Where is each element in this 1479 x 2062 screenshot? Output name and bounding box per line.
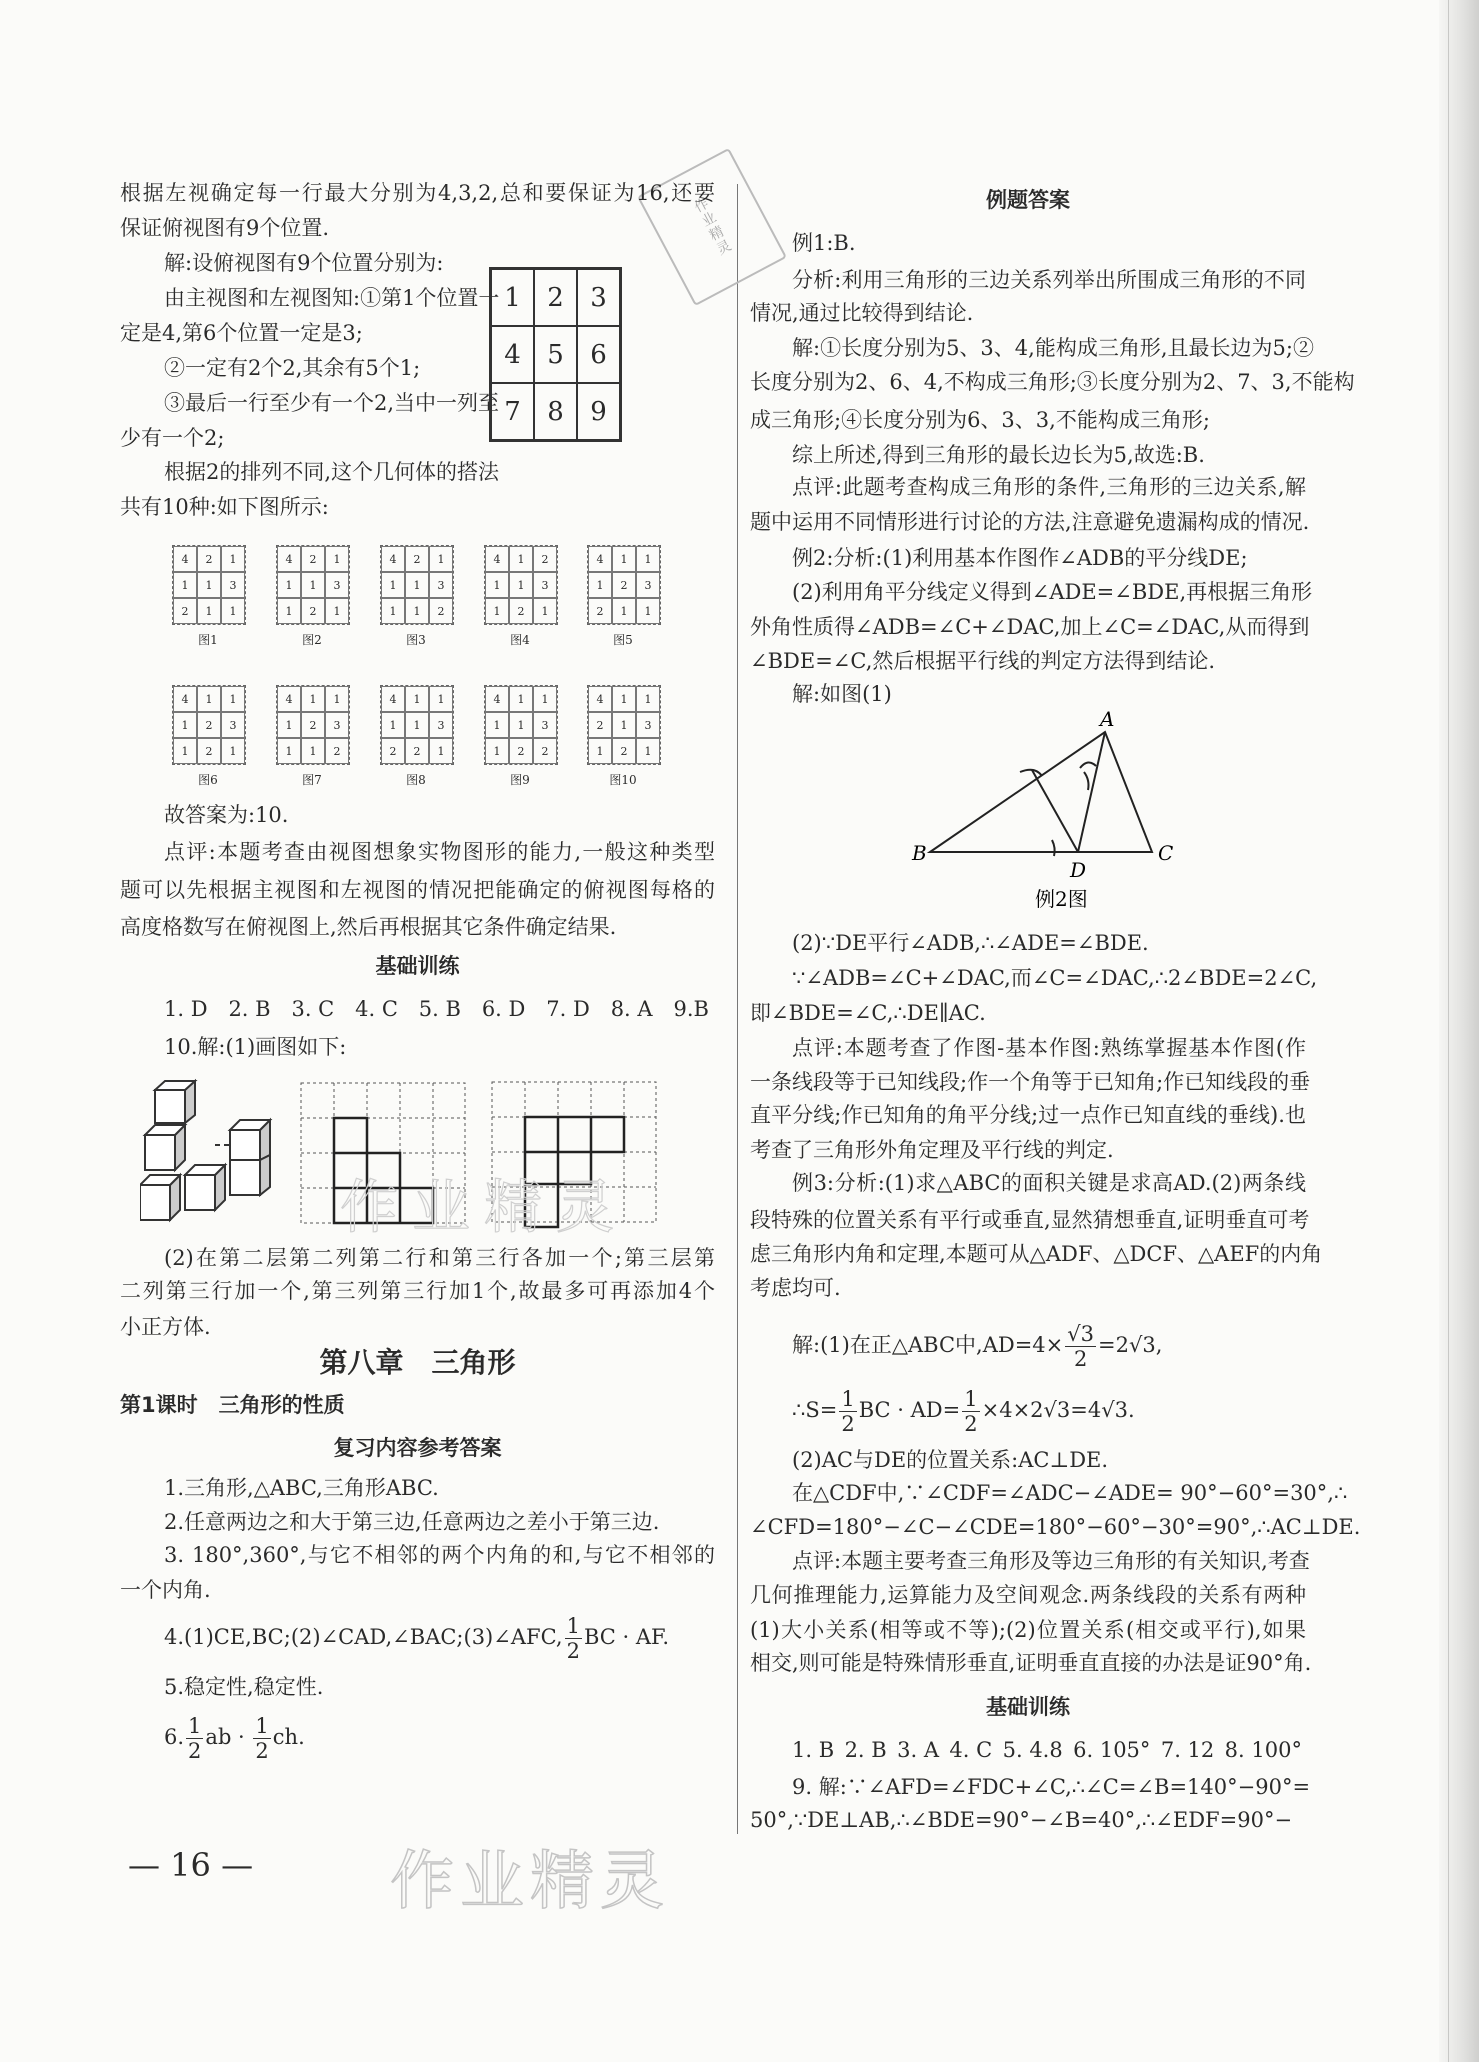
- cube-stack-illustration: [140, 1081, 270, 1220]
- grid-cell: 1: [197, 686, 221, 712]
- grid-cell: 2: [509, 598, 533, 624]
- text-line: 点评:本题考查由视图想象实物图形的能力,一般这种类型: [164, 840, 715, 864]
- grid-cell: 1: [325, 546, 349, 572]
- grid-cell: 1: [325, 598, 349, 624]
- arrangement-grid: [484, 545, 558, 625]
- numerator: 1: [255, 1714, 269, 1738]
- answer: 7. 12: [1160, 1738, 1215, 1762]
- text-line: 段特殊的位置关系有平行或垂直,显然猜想垂直,证明垂直可考: [750, 1208, 1310, 1232]
- math-text: BC · AF.: [583, 1625, 670, 1649]
- text-line: ②一定有2个2,其余有5个1;: [164, 356, 421, 380]
- arrangement-label: 图9: [510, 773, 530, 787]
- grid-cell: 1: [491, 269, 534, 326]
- text-line: (2)∵DE平行∠ADB,∴∠ADE=∠BDE.: [792, 931, 1149, 955]
- text-line: (1)大小关系(相等或不等);(2)位置关系(相交或平行),如果: [750, 1618, 1306, 1642]
- text-line: 共有10种:如下图所示:: [120, 495, 329, 519]
- grid-cell: 3: [325, 712, 349, 738]
- label-b: B: [912, 841, 927, 865]
- grid-cell: 1: [381, 598, 405, 624]
- grid-cell: 1: [301, 738, 325, 764]
- grid-cell: 2: [612, 738, 636, 764]
- text-line: 例2:分析:(1)利用基本作图作∠ADB的平分线DE;: [792, 546, 1248, 570]
- grid-cell: 1: [429, 738, 453, 764]
- grid-cell: 4: [381, 546, 405, 572]
- grid-cell: 1: [636, 598, 660, 624]
- math-text: =2√3,: [1098, 1333, 1163, 1357]
- grid-cell: 1: [325, 686, 349, 712]
- grid-cell: 4: [485, 686, 509, 712]
- text-line: 情况,通过比较得到结论.: [750, 301, 974, 325]
- grid-cell: 1: [405, 572, 429, 598]
- grid-cell: 3: [577, 269, 620, 326]
- math-text: 4.(1)CE,BC;(2)∠CAD,∠BAC;(3)∠AFC,: [164, 1625, 563, 1649]
- fraction: [839, 1387, 856, 1436]
- grid-cell: 4: [173, 546, 197, 572]
- triangle-abc: [930, 732, 1152, 852]
- text-line: 点评:本题主要考查三角形及等边三角形的有关知识,考查: [792, 1549, 1310, 1573]
- grid-cell: 1: [485, 712, 509, 738]
- grid-cell: 1: [485, 598, 509, 624]
- text-line: 题中运用不同情形进行讨论的方法,注意避免遗漏构成的情况.: [750, 510, 1310, 534]
- grid-cell: 2: [509, 738, 533, 764]
- fraction: [186, 1714, 203, 1763]
- position-grid: [489, 267, 622, 442]
- denominator: 2: [1073, 1347, 1088, 1371]
- grid-cell: 1: [533, 598, 557, 624]
- grid-cell: 3: [325, 572, 349, 598]
- cube: [230, 1155, 270, 1195]
- grid-cell: 1: [173, 738, 197, 764]
- text-line: 少有一个2;: [120, 426, 225, 450]
- arrangement-grid: [380, 545, 454, 625]
- text-line: 例1:B.: [792, 231, 856, 255]
- grid-cell: 2: [381, 738, 405, 764]
- grid-cell: 1: [636, 546, 660, 572]
- arrangement-label: 图10: [609, 773, 637, 787]
- grid-cell: 2: [197, 738, 221, 764]
- text-line: ∠BDE=∠C,然后根据平行线的判定方法得到结论.: [750, 649, 1216, 673]
- denominator: 2: [188, 1739, 202, 1763]
- text-line: 1.三角形,△ABC,三角形ABC.: [164, 1476, 439, 1500]
- fraction: [565, 1614, 582, 1663]
- grid-cell: 1: [509, 572, 533, 598]
- arrangement-grid: [380, 685, 454, 765]
- watermark: 作业精灵: [340, 1173, 629, 1241]
- text-line: ∵∠ADB=∠C+∠DAC,而∠C=∠DAC,∴2∠BDE=2∠C,: [792, 966, 1318, 990]
- grid-cell: 1: [221, 546, 245, 572]
- answer: 7. D: [546, 997, 590, 1021]
- grid-cell: 3: [636, 572, 660, 598]
- text-line: 9. 解:∵∠AFD=∠FDC+∠C,∴∠C=∠B=140°−90°=: [792, 1775, 1311, 1799]
- construction-arc: [1052, 840, 1055, 856]
- answer: 9.B: [673, 997, 709, 1021]
- fraction: [962, 1387, 979, 1436]
- denominator: 2: [566, 1639, 580, 1663]
- grid-cell: 1: [277, 572, 301, 598]
- answer: 4. C: [949, 1738, 993, 1762]
- text-line: (2)在第二层第二列第二行和第三行各加一个;第三层第: [164, 1246, 715, 1270]
- grid-cell: 2: [405, 546, 429, 572]
- grid-cell: 2: [405, 738, 429, 764]
- arrangement-label: 图5: [613, 633, 633, 647]
- text-line: 3. 180°,360°,与它不相邻的两个内角的和,与它不相邻的: [164, 1543, 715, 1567]
- grid-cell: 1: [588, 572, 612, 598]
- text-line: 虑三角形内角和定理,本题可从△ADF、△DCF、△AEF的内角: [750, 1242, 1323, 1266]
- grid-cell: 4: [485, 546, 509, 572]
- grid-cell: 3: [429, 572, 453, 598]
- cube: [155, 1081, 195, 1123]
- math-text: ch.: [272, 1725, 305, 1749]
- text-line: 一个内角.: [120, 1578, 211, 1602]
- grid-cell: 7: [491, 383, 534, 440]
- lesson-title: 第1课时 三角形的性质: [120, 1393, 345, 1417]
- text-line: 几何推理能力,运算能力及空间观念.两条线段的关系有两种: [750, 1583, 1306, 1607]
- grid-cell: 1: [612, 686, 636, 712]
- arrangement-grid: [276, 685, 350, 765]
- text-line: 相交,则可能是特殊情形垂直,证明垂直直接的办法是证90°角.: [750, 1651, 1312, 1675]
- text-line: 10.解:(1)画图如下:: [164, 1035, 347, 1059]
- numerator: 1: [841, 1387, 855, 1411]
- math-text: BC · AD=: [858, 1398, 961, 1422]
- answer: 5. B: [418, 997, 461, 1021]
- text-line: 直平分线;作已知角的角平分线;过一点作已知直线的垂线).也: [750, 1103, 1306, 1127]
- text-line: 成三角形;④长度分别为6、3、3,不能构成三角形;: [750, 408, 1210, 432]
- page-number: — 16 —: [128, 1846, 254, 1884]
- text-line: 外角性质得∠ADB=∠C+∠DAC,加上∠C=∠DAC,从而得到: [750, 615, 1310, 639]
- grid-cell: 2: [197, 546, 221, 572]
- arrangement-grid: [172, 685, 246, 765]
- arrangement-grid: [587, 685, 661, 765]
- grid-cell: 1: [277, 712, 301, 738]
- grid-cell: 8: [534, 383, 577, 440]
- math-text: 6.: [164, 1725, 185, 1749]
- cube: [230, 1120, 270, 1160]
- arrangement-label: 图6: [198, 773, 218, 787]
- grid-cell: 1: [485, 738, 509, 764]
- arrangement-label: 图2: [302, 633, 322, 647]
- section-heading: 基础训练: [375, 954, 460, 978]
- figure-caption: 例2图: [1035, 887, 1088, 911]
- grid-cell: 1: [405, 686, 429, 712]
- grid-cell: 2: [301, 546, 325, 572]
- grid-cell: 1: [173, 712, 197, 738]
- text-line: 例3:分析:(1)求△ABC的面积关键是求高AD.(2)两条线: [792, 1171, 1306, 1195]
- numerator: 1: [566, 1614, 580, 1638]
- text-line: 小正方体.: [120, 1315, 211, 1339]
- grid-cell: 1: [509, 686, 533, 712]
- grid-cell: 2: [325, 738, 349, 764]
- segment-de: [1032, 770, 1078, 852]
- text-line: 高度格数写在俯视图上,然后再根据其它条件确定结果.: [120, 915, 617, 939]
- arrangement-label: 图7: [302, 773, 322, 787]
- label-d: D: [1070, 858, 1087, 882]
- grid-cell: 1: [221, 686, 245, 712]
- denominator: 2: [964, 1412, 978, 1436]
- grid-cell: 1: [301, 572, 325, 598]
- answer: 8. A: [610, 997, 653, 1021]
- numerator: √3: [1067, 1322, 1095, 1346]
- text-line: 考查了三角形外角定理及平行线的判定.: [750, 1138, 1114, 1162]
- grid-cell: 1: [197, 598, 221, 624]
- grid-cell: 2: [588, 712, 612, 738]
- text-line: 一条线段等于已知线段;作一个角等于已知角;作已知线段的垂: [750, 1070, 1311, 1094]
- grid-cell: 1: [636, 738, 660, 764]
- watermark: 作业精灵: [390, 1845, 670, 1919]
- grid-cell: 1: [612, 712, 636, 738]
- text-line: 考虑均可.: [750, 1276, 841, 1300]
- arrangement-grid: [484, 685, 558, 765]
- text-line: 50°,∵DE⊥AB,∴∠BDE=90°−∠B=40°,∴∠EDF=90°−: [750, 1808, 1293, 1832]
- answer-list: [164, 989, 709, 1029]
- page-fold-line: [1448, 0, 1449, 2062]
- grid-cell: 1: [221, 738, 245, 764]
- answer: 3. C: [291, 997, 335, 1021]
- text-line: 2.任意两边之和大于第三边,任意两边之差小于第三边.: [164, 1510, 660, 1534]
- grid-cell: 2: [533, 738, 557, 764]
- answer: 1. D: [164, 997, 208, 1021]
- answer: 1. B: [792, 1738, 835, 1762]
- answer-list: [792, 1730, 1302, 1770]
- text-line: ∠CFD=180°−∠C−∠CDE=180°−60°−30°=90°,∴AC⊥DE.: [750, 1515, 1361, 1539]
- grid-cell: 1: [197, 572, 221, 598]
- grid-cell: 1: [612, 546, 636, 572]
- grid-cell: 2: [301, 598, 325, 624]
- arrangement-label: 图4: [510, 633, 530, 647]
- grid-cell: 1: [301, 686, 325, 712]
- text-line: (2)利用角平分线定义得到∠ADE=∠BDE,再根据三角形: [792, 580, 1313, 604]
- answer: 8. 100°: [1224, 1738, 1302, 1762]
- grid-cell: 4: [588, 546, 612, 572]
- text-line: [792, 1320, 1162, 1370]
- grid-cell: 4: [277, 546, 301, 572]
- text-line: 长度分别为2、6、4,不构成三角形;③长度分别为2、7、3,不能构: [750, 370, 1355, 394]
- grid-cell: 1: [381, 572, 405, 598]
- text-line: 保证俯视图有9个位置.: [120, 216, 330, 240]
- answer: 4. C: [355, 997, 398, 1021]
- text-line: 解:①长度分别为5、3、4,能构成三角形,且最长边为5;②: [792, 336, 1314, 360]
- math-text: ∴S=: [792, 1398, 838, 1422]
- arrangement-grid: [587, 545, 661, 625]
- column-divider: [737, 184, 738, 1834]
- grid-cell: 6: [577, 326, 620, 383]
- answer: 2. B: [844, 1738, 887, 1762]
- grid-cell: 1: [277, 598, 301, 624]
- text-line: 点评:此题考查构成三角形的条件,三角形的三边关系,解: [792, 475, 1306, 499]
- construction-arc: [1084, 772, 1089, 790]
- math-text: ab ·: [205, 1725, 252, 1749]
- grid-cell: 1: [429, 546, 453, 572]
- grid-cell: 2: [612, 572, 636, 598]
- segment-ad: [1078, 732, 1105, 852]
- text-line: 根据2的排列不同,这个几何体的搭法: [164, 460, 500, 484]
- text-line: 在△CDF中,∵∠CDF=∠ADC−∠ADE= 90°−60°=30°,∴: [792, 1481, 1348, 1505]
- text-line: 点评:本题考查了作图-基本作图:熟练掌握基本作图(作: [792, 1036, 1306, 1060]
- grid-cell: 1: [221, 598, 245, 624]
- text-line: 即∠BDE=∠C,∴DE∥AC.: [750, 1001, 986, 1025]
- page-fold-shadow: [1439, 0, 1479, 2062]
- grid-cell: 1: [636, 686, 660, 712]
- answer: 5. 4.8: [1002, 1738, 1063, 1762]
- section-heading: 复习内容参考答案: [333, 1436, 502, 1460]
- text-line: 根据左视确定每一行最大分别为4,3,2,总和要保证为16,还要: [120, 181, 715, 205]
- grid-cell: 3: [221, 712, 245, 738]
- answer: 6. 105°: [1073, 1738, 1151, 1762]
- grid-cell: 2: [588, 598, 612, 624]
- text-line: [164, 1712, 305, 1762]
- grid-cell: 3: [221, 572, 245, 598]
- grid-cell: 4: [277, 686, 301, 712]
- text-line: 定是4,第6个位置一定是3;: [120, 321, 363, 345]
- text-line: 5.稳定性,稳定性.: [164, 1675, 324, 1699]
- cube: [185, 1165, 225, 1210]
- denominator: 2: [841, 1412, 855, 1436]
- grid-cell: 2: [429, 598, 453, 624]
- grid-cell: 1: [612, 598, 636, 624]
- grid-cell: 3: [533, 572, 557, 598]
- grid-cell: 5: [534, 326, 577, 383]
- grid-cell: 2: [301, 712, 325, 738]
- cube: [145, 1125, 185, 1170]
- grid-cell: 1: [429, 686, 453, 712]
- text-line: [792, 1385, 1135, 1435]
- arrangement-grid: [172, 545, 246, 625]
- text-line: 解:如图(1): [792, 682, 892, 706]
- grid-cell: 2: [533, 546, 557, 572]
- watermark-stamp: 作业精灵: [637, 148, 787, 306]
- grid-cell: 1: [533, 686, 557, 712]
- grid-cell: 4: [588, 686, 612, 712]
- grid-cell: 1: [509, 546, 533, 572]
- arrangement-label: 图1: [198, 633, 218, 647]
- grid-cell: 3: [636, 712, 660, 738]
- text-line: 由主视图和左视图知:①第1个位置一: [164, 286, 500, 310]
- answer: 2. B: [228, 997, 271, 1021]
- grid-cell: 1: [405, 598, 429, 624]
- grid-cell: 2: [534, 269, 577, 326]
- grid-cell: 3: [533, 712, 557, 738]
- grid-cell: 2: [173, 598, 197, 624]
- text-line: 综上所述,得到三角形的最长边长为5,故选:B.: [792, 443, 1205, 467]
- text-line: ③最后一行至少有一个2,当中一列至: [164, 391, 500, 415]
- denominator: 2: [255, 1739, 269, 1763]
- text-line: 解:设俯视图有9个位置分别为:: [164, 251, 444, 275]
- construction-arc: [1020, 770, 1042, 776]
- grid-cell: 1: [405, 712, 429, 738]
- numerator: 1: [964, 1387, 978, 1411]
- arrangement-grid: [276, 545, 350, 625]
- fraction: [253, 1714, 270, 1763]
- grid-cell: 4: [491, 326, 534, 383]
- grid-cell: 1: [173, 572, 197, 598]
- grid-cell: 1: [277, 738, 301, 764]
- answer: 3. A: [897, 1738, 940, 1762]
- label-a: A: [1100, 710, 1115, 731]
- answer: 6. D: [481, 997, 526, 1021]
- triangle-figure: [900, 710, 1190, 915]
- section-heading: 基础训练: [986, 1695, 1070, 1719]
- grid-cell: 4: [381, 686, 405, 712]
- construction-arc: [1080, 762, 1096, 768]
- grid-cell: 4: [173, 686, 197, 712]
- chapter-title: 第八章 三角形: [319, 1346, 516, 1379]
- fraction: [1065, 1322, 1096, 1371]
- grid-cell: 1: [485, 572, 509, 598]
- label-c: C: [1158, 841, 1174, 865]
- grid-cell: 1: [381, 712, 405, 738]
- text-line: 题可以先根据主视图和左视图的情况把能确定的俯视图每格的: [120, 878, 715, 902]
- text-line: 故答案为:10.: [164, 803, 289, 827]
- grid-cell: 3: [429, 712, 453, 738]
- math-text: 解:(1)在正△ABC中,AD=4×: [792, 1333, 1064, 1357]
- arrangement-label: 图3: [406, 633, 426, 647]
- numerator: 1: [188, 1714, 202, 1738]
- grid-cell: 2: [197, 712, 221, 738]
- cube: [140, 1175, 180, 1220]
- math-text: ×4×2√3=4√3.: [981, 1398, 1135, 1422]
- section-heading: 例题答案: [986, 188, 1070, 212]
- grid-cell: 1: [588, 738, 612, 764]
- text-line: (2)AC与DE的位置关系:AC⊥DE.: [792, 1448, 1109, 1472]
- grid-cell: 1: [509, 712, 533, 738]
- arrangement-label: 图8: [406, 773, 426, 787]
- text-line: [164, 1612, 669, 1662]
- text-line: 二列第三行加一个,第三列第三行加1个,故最多可再添加4个: [120, 1279, 715, 1303]
- text-line: 分析:利用三角形的三边关系列举出所围成三角形的不同: [792, 268, 1306, 292]
- grid-cell: 9: [577, 383, 620, 440]
